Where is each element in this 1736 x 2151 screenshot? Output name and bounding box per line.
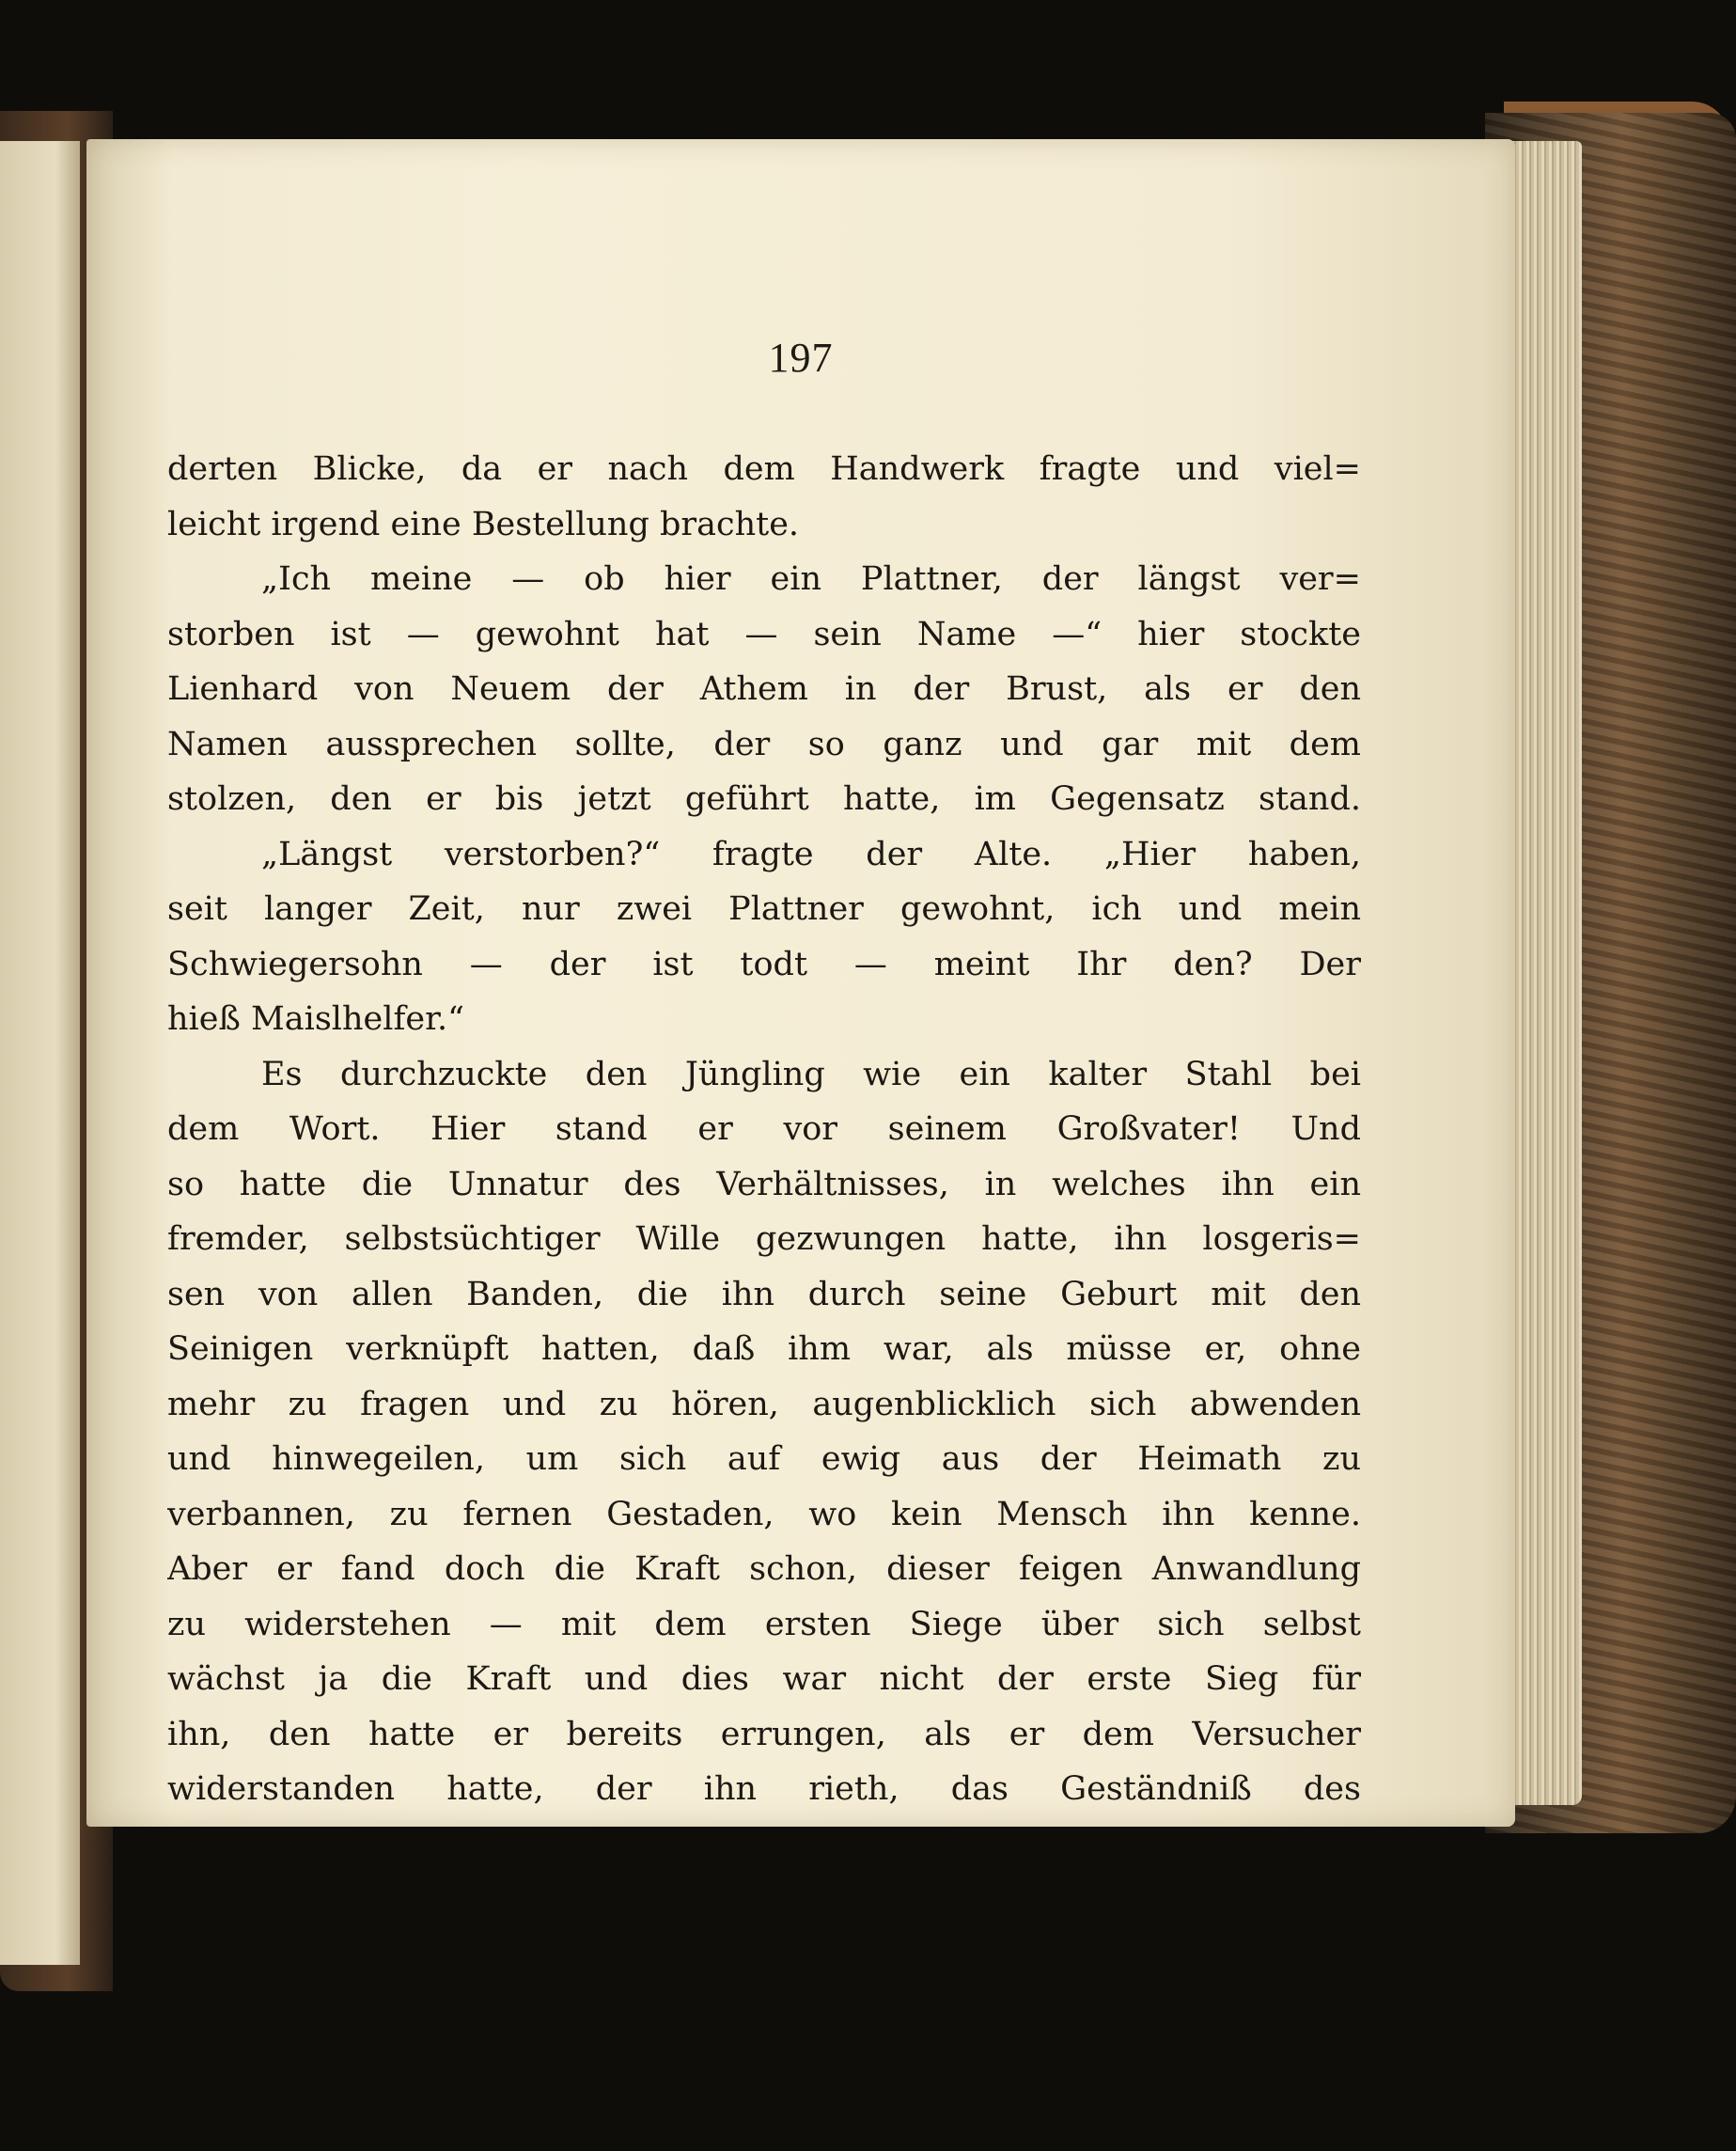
text-line: so hatte die Unnatur des Verhältnisses, in welches ihn ein [167, 1165, 1361, 1203]
text-line: stolzen, den er bis jetzt geführt hatte, im Gegensatz stand. [167, 780, 1361, 818]
text-line: Seinigen verknüpft hatten, daß ihm war, als müsse er, ohne [167, 1330, 1361, 1368]
body-text [167, 442, 1361, 1817]
text-line: verbannen, zu fernen Gestaden, wo kein Mensch ihn kenne. [167, 1495, 1361, 1533]
text-line: wächst ja die Kraft und dies war nicht der erste Sieg für [167, 1660, 1361, 1698]
text-line: derten Blicke, da er nach dem Handwerk fragte und viel= [167, 450, 1361, 488]
text-line: seit langer Zeit, nur zwei Plattner gewohnt, ich und mein [167, 890, 1361, 928]
text-line: „Längst verstorben?“ fragte der Alte. „Hier haben, [261, 835, 1361, 873]
text-line: Schwiegersohn — der ist todt — meint Ihr den? Der [167, 945, 1361, 983]
text-line: „Ich meine — ob hier ein Plattner, der längst ver= [261, 560, 1361, 598]
text-line: ihn, den hatte er bereits errungen, als er dem Versucher [167, 1715, 1361, 1753]
page-number: 197 [768, 335, 834, 381]
text-line: und hinwegeilen, um sich auf ewig aus der Heimath zu [167, 1440, 1361, 1478]
text-line: storben ist — gewohnt hat — sein Name —“ hier stockte [167, 615, 1361, 653]
text-line: Lienhard von Neuem der Athem in der Brust, als er den [167, 670, 1361, 708]
text-line: zu widerstehen — mit dem ersten Siege über sich selbst [167, 1605, 1361, 1643]
left-page-edge [0, 141, 80, 1965]
text-line: fremder, selbstsüchtiger Wille gezwungen hatte, ihn losgeris= [167, 1220, 1361, 1258]
text-line: hieß Maislhelfer.“ [167, 1000, 465, 1038]
text-line: dem Wort. Hier stand er vor seinem Großvater! Und [167, 1110, 1361, 1148]
page-edges [1509, 141, 1582, 1805]
text-line: sen von allen Banden, die ihn durch seine Geburt mit den [167, 1275, 1361, 1313]
text-line: Aber er fand doch die Kraft schon, dieser feigen Anwandlung [167, 1550, 1361, 1588]
text-line: widerstanden hatte, der ihn rieth, das Geständniß des [167, 1770, 1361, 1808]
text-line: Namen aussprechen sollte, der so ganz und gar mit dem [167, 725, 1361, 763]
text-line: leicht irgend eine Bestellung brachte. [167, 505, 800, 543]
book-page [86, 139, 1515, 1827]
text-line: mehr zu fragen und zu hören, augenblicklich sich abwenden [167, 1385, 1361, 1423]
text-line: Es durchzuckte den Jüngling wie ein kalter Stahl bei [261, 1055, 1361, 1093]
